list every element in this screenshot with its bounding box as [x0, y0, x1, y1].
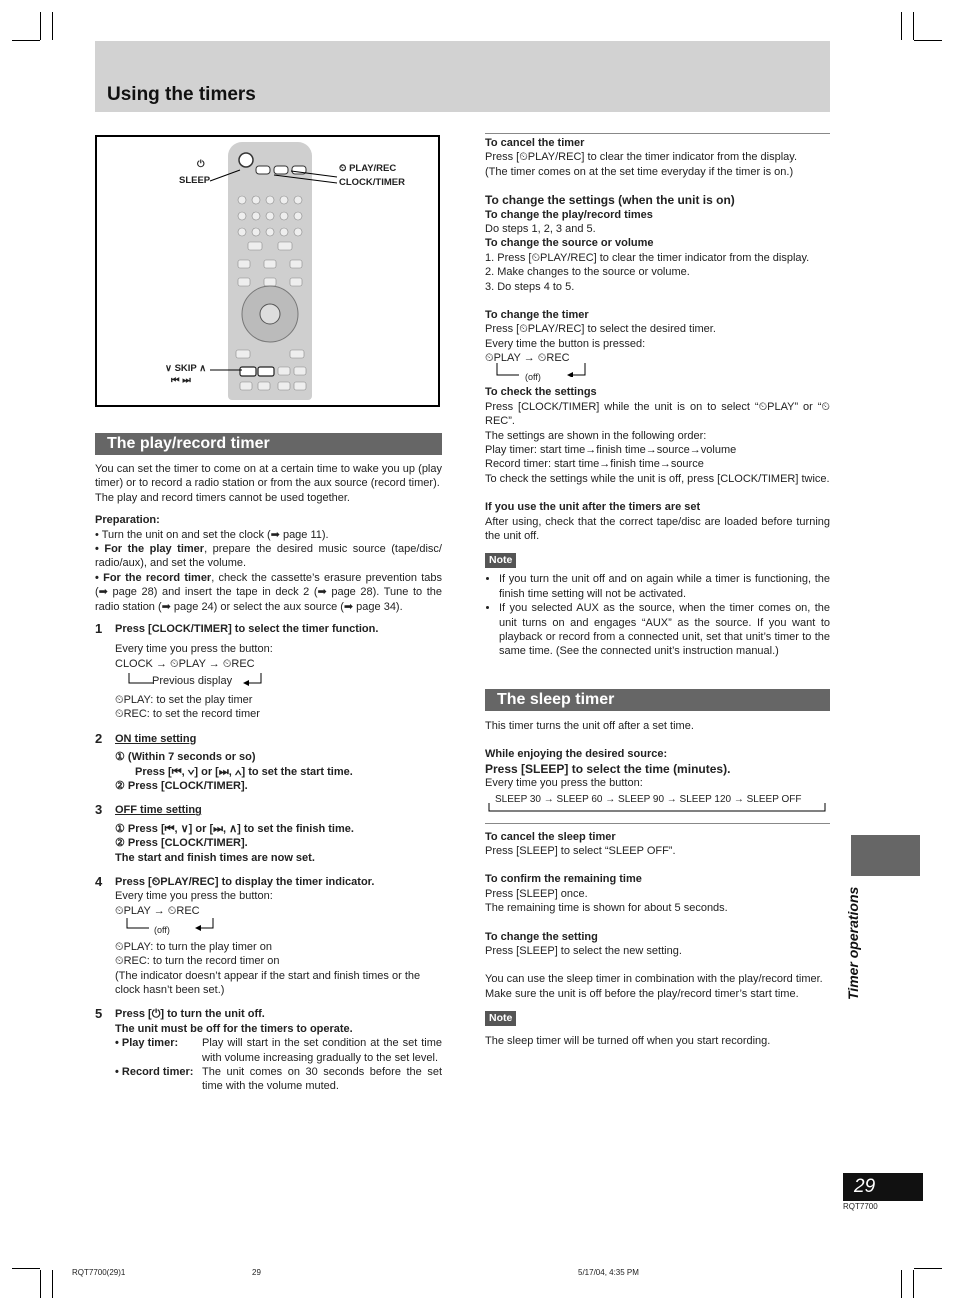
crop-mark	[901, 12, 902, 40]
off-label: (off)	[525, 372, 541, 383]
crop-mark	[12, 40, 40, 41]
body-text: Every time you press the button:	[485, 777, 643, 790]
subheading: To confirm the remaining time	[485, 873, 642, 886]
step-text: ⏲REC: to set the record timer	[115, 708, 260, 721]
sequence-text: CLOCK → ⏲PLAY → ⏲REC	[115, 657, 255, 670]
body-text: Every time the button is pressed:	[485, 337, 646, 350]
step-text: ⏲REC: to turn the record timer on	[115, 955, 280, 968]
crop-mark	[913, 12, 914, 40]
body-text: To check the settings while the unit is off, press [CLOCK/TIMER] twice.	[485, 472, 830, 485]
body-text: Do steps 1, 2, 3 and 5.	[485, 223, 596, 236]
step-text: ① Press [⏮, ∨] or [⏭, ∧] to set the finish time.	[115, 822, 354, 835]
subheading: To change the setting	[485, 930, 598, 943]
step-text: Press [⏮, ∨] or [⏭, ∧] to set the start time.	[135, 765, 353, 778]
step-text: ② Press [CLOCK/TIMER].	[115, 779, 248, 792]
subheading: While enjoying the desired source:	[485, 748, 668, 761]
section-heading-play-record-timer: The play/record timer	[95, 433, 442, 455]
footer-right: 5/17/04, 4:35 PM	[578, 1268, 639, 1277]
return-arrow-icon	[493, 363, 593, 377]
body-text: Press [CLOCK/TIMER] while the unit is on to select “⏲PLAY” or “⏲REC”.	[485, 400, 830, 428]
footer-center: 29	[252, 1268, 261, 1277]
power-icon: ⏻	[197, 159, 205, 170]
note-list	[485, 572, 830, 658]
body-text: 1. Press [⏲PLAY/REC] to clear the timer indicator from the display.	[485, 251, 810, 264]
body-text: (The timer comes on at the set time everyday if the timer is on.)	[485, 165, 794, 178]
note-label: Note	[485, 1011, 516, 1026]
crop-mark	[40, 1270, 41, 1298]
subheading: To cancel the sleep timer	[485, 830, 616, 843]
prep-item: • Turn the unit on and set the clock (➡ page 11).	[95, 528, 329, 541]
step-text: Every time you press the button:	[115, 890, 273, 903]
step-text: ⏲PLAY: to turn the play timer on	[115, 940, 272, 953]
left-column	[95, 462, 442, 1094]
previous-display-label: Previous display	[152, 674, 233, 687]
crop-mark	[914, 1268, 942, 1269]
subheading: To cancel the timer	[485, 137, 585, 149]
step-2: 2 ON time setting ① (Within 7 seconds or so) Press [⏮, ∨] or [⏭, ∧] to set the start time. ② Press [CLOCK/TIMER].	[115, 732, 442, 794]
side-tab-label: Timer operations	[845, 886, 861, 1000]
body-text: You can use the sleep timer in combination with the play/record timer.	[485, 973, 823, 986]
intro-text-2: The play and record timers cannot be used together.	[95, 491, 350, 504]
body-text: Press [SLEEP] to select the new setting.	[485, 945, 682, 958]
divider	[485, 823, 830, 824]
step-text: ⏲PLAY: to set the play timer	[115, 693, 253, 706]
step-text: (The indicator doesn’t appear if the start and finish times or the clock hasn’t been set.)	[115, 969, 421, 996]
crop-mark	[52, 1270, 53, 1298]
note-item: • If you selected AUX as the source, when the timer comes on, the unit turns on and engages “AUX” as the source. If you want to playback or record from a connected unit, set that unit’s timer to the same time. (See the connected unit’s instruction manual.)	[499, 601, 830, 659]
note-item: The sleep timer will be turned off when you start recording.	[485, 1035, 771, 1048]
crop-mark	[913, 1270, 914, 1298]
section-heading-sleep-timer: The sleep timer	[485, 689, 830, 711]
step-title: ON time setting	[115, 732, 197, 745]
subheading: Press [SLEEP] to select the time (minutes).	[485, 761, 731, 776]
subheading: To change the timer	[485, 309, 589, 322]
off-label: (off)	[154, 924, 170, 935]
body-text: 3. Do steps 4 to 5.	[485, 280, 575, 293]
step-text: The unit must be off for the timers to operate.	[115, 1022, 353, 1035]
step-5: 5 Press [⏻] to turn the unit off. The unit must be off for the timers to operate. • Play timer: Play will start in the set condition at the set time with volume increasing gradually to the set level. • Record timer: The unit comes on 30 seconds before the set time with the volume muted.	[95, 1006, 442, 1093]
note-label: Note	[485, 553, 516, 568]
model-code: RQT7700	[843, 1202, 878, 1211]
page-title: Using the timers	[107, 84, 256, 105]
sequence-text: SLEEP 30 → SLEEP 60 → SLEEP 90 → SLEEP 120 → SLEEP OFF	[495, 793, 802, 805]
body-text: The remaining time is shown for about 5 seconds.	[485, 902, 728, 915]
step-1: 1 Press [CLOCK/TIMER] to select the timer function. Every time you press the button: CLOCK → ⏲PLAY → ⏲REC Previous display ⏲PLAY: to set the play timer ⏲REC: to set the record timer	[115, 622, 442, 722]
body-text: 2. Make changes to the source or volume.	[485, 266, 690, 279]
crop-mark	[901, 1270, 902, 1298]
step-text: Every time you press the button:	[115, 643, 273, 656]
timer-sequence-diagram	[115, 904, 442, 940]
crop-mark	[40, 12, 41, 40]
note-item: • If you turn the unit off and on again while a timer is functioning, the finish time setting will not be activated.	[499, 572, 830, 601]
step-title: Press [CLOCK/TIMER] to select the timer function.	[115, 623, 379, 636]
note-block	[485, 1011, 830, 1048]
sequence-text: ⏲PLAY → ⏲REC	[115, 904, 200, 917]
divider	[485, 133, 830, 134]
sleep-label: SLEEP	[179, 175, 211, 186]
preparation-title: Preparation:	[95, 514, 160, 527]
clock-timer-label: CLOCK/TIMER	[339, 177, 405, 188]
page-number: 29	[843, 1173, 923, 1201]
sequence-text: ⏲PLAY → ⏲REC	[485, 352, 570, 365]
intro-text: You can set the timer to come on at a certain time to wake you up (play timer) or to record a radio station or from the aux source (record timer).	[95, 463, 442, 490]
body-text: Press [SLEEP] once.	[485, 887, 588, 900]
step-title: OFF time setting	[115, 804, 202, 817]
step-text: The start and finish times are now set.	[115, 851, 315, 864]
body-text: Press [SLEEP] to select “SLEEP OFF”.	[485, 845, 676, 858]
subheading: To change the source or volume	[485, 237, 654, 250]
crop-mark	[52, 12, 53, 40]
step-3: 3 OFF time setting ① Press [⏮, ∨] or [⏭, ∧] to set the finish time. ② Press [CLOCK/TIMER]. The start and finish times are now set.	[115, 803, 442, 865]
right-column-top	[485, 136, 830, 659]
note-block	[485, 553, 830, 658]
prep-item: • For the record timer, check the cassette’s erasure prevention tabs (➡ page 28) and insert the tape in deck 2 (➡ page 28). Tune to the radio station (➡ page 24) or select the aux source (➡ page 34).	[95, 571, 442, 613]
prep-item: • For the play timer, prepare the desired music source (tape/disc/ radio/aux), and set the volume.	[95, 543, 442, 570]
change-timer-sequence	[485, 351, 830, 385]
skip-label: ∨ SKIP ∧	[165, 363, 207, 374]
body-text: Record timer: start time→finish time→source	[485, 458, 704, 471]
crop-mark	[914, 40, 942, 41]
subheading: To change the play/record times	[485, 208, 653, 221]
body-text: This timer turns the unit off after a set time.	[485, 720, 694, 732]
side-tab-block	[851, 835, 920, 876]
crop-mark	[12, 1268, 40, 1269]
step-title: Press [⏻] to turn the unit off.	[115, 1008, 265, 1021]
clock-sequence-diagram	[115, 657, 442, 693]
play-rec-label: ⏲ PLAY/REC	[339, 163, 397, 174]
return-arrow-icon	[123, 918, 223, 932]
subheading: To change the settings (when the unit is on)	[485, 193, 735, 208]
right-column-sleep	[485, 719, 830, 1049]
footer-left: RQT7700(29)1	[72, 1268, 126, 1277]
timer-behavior-row: • Record timer: The unit comes on 30 seconds before the set time with the volume muted.	[115, 1066, 442, 1093]
subheading: To check the settings	[485, 386, 597, 399]
body-text: Press [⏲PLAY/REC] to clear the timer indicator from the display.	[485, 151, 798, 164]
header-band	[95, 41, 830, 112]
step-text: ① (Within 7 seconds or so)	[115, 751, 256, 764]
subheading: If you use the unit after the timers are set	[485, 501, 701, 514]
body-text: After using, check that the correct tape/disc are loaded before turning the unit off.	[485, 515, 830, 542]
skip-icon: ⏮ ⏭	[171, 375, 191, 386]
timer-behavior-row: • Play timer: Play will start in the set condition at the set time with volume increasing gradually to the set level.	[115, 1037, 442, 1064]
body-text: Play timer: start time→finish time→source→volume	[485, 443, 737, 456]
sleep-sequence-diagram	[485, 791, 830, 815]
return-arrow-icon	[485, 791, 830, 815]
step-text: ② Press [CLOCK/TIMER].	[115, 837, 248, 850]
step-title: Press [⏲PLAY/REC] to display the timer indicator.	[115, 875, 375, 888]
remote-illustration-panel	[95, 135, 440, 407]
body-text: Make sure the unit is off before the play/record timer’s start time.	[485, 987, 799, 1000]
body-text: Press [⏲PLAY/REC] to select the desired timer.	[485, 323, 716, 336]
body-text: The settings are shown in the following order:	[485, 429, 707, 442]
step-4: 4 Press [⏲PLAY/REC] to display the timer indicator. Every time you press the button: ⏲PLAY → ⏲REC (off) ⏲PLAY: to turn the play timer on ⏲REC: to turn the record timer on (The indicator doesn’t appear if the start and finish times or the clock hasn’t been set.)	[115, 875, 442, 997]
